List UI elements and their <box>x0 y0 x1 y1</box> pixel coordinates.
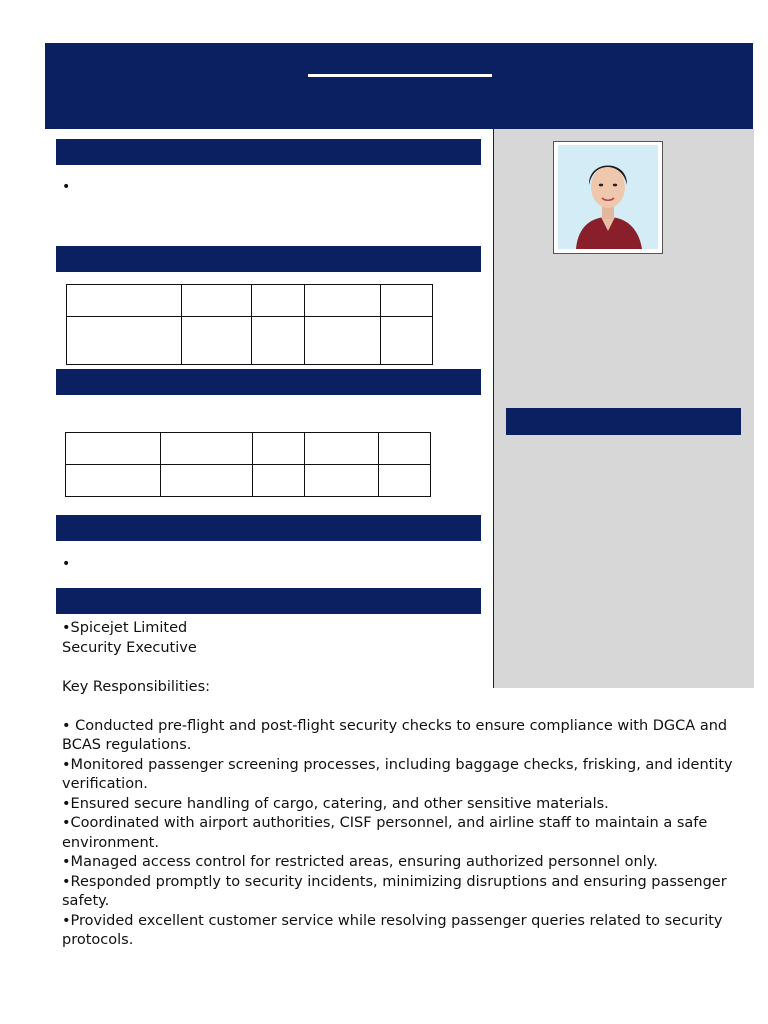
responsibility-item: •Managed access control for restricted areas, ensuring authorized personnel only. <box>62 854 658 870</box>
education-table <box>66 284 433 365</box>
section-bar-qualification <box>56 369 481 395</box>
sidebar <box>493 129 754 688</box>
table-cell <box>67 285 182 317</box>
table-cell <box>252 317 305 365</box>
responsibility-item: • Conducted pre-flight and post-flight security checks to ensure compliance with DGCA and BCAS regulations. <box>62 717 728 753</box>
objective-bullet: • <box>62 179 71 195</box>
responsibility-item: •Provided excellent customer service while resolving passenger queries related to security protocols. <box>62 912 723 948</box>
experience-block <box>62 619 752 951</box>
qualification-table <box>65 432 431 497</box>
table-cell <box>252 285 305 317</box>
responsibilities-heading: Key Responsibilities: <box>62 678 211 695</box>
profile-photo-frame <box>553 141 663 254</box>
sidebar-section-bar <box>506 408 741 435</box>
resume-header <box>45 43 753 129</box>
table-cell <box>182 317 252 365</box>
section-bar-objective <box>56 139 481 165</box>
table-cell <box>381 285 433 317</box>
company-name: •Spicejet Limited <box>62 620 188 636</box>
table-cell <box>381 317 433 365</box>
header-underline <box>308 74 492 77</box>
table-cell <box>66 465 161 497</box>
skills-bullet: • <box>62 556 71 572</box>
table-cell <box>67 317 182 365</box>
table-cell <box>305 285 381 317</box>
table-cell <box>66 433 161 465</box>
table-cell <box>305 465 379 497</box>
job-role: Security Executive <box>62 639 197 656</box>
profile-photo <box>558 145 658 249</box>
table-cell <box>253 465 305 497</box>
table-cell <box>379 433 431 465</box>
table-cell <box>182 285 252 317</box>
section-bar-education <box>56 246 481 272</box>
section-bar-skills <box>56 515 481 541</box>
responsibility-item: •Responded promptly to security incidents, minimizing disruptions and ensuring passenger safety. <box>62 873 727 909</box>
table-cell <box>305 317 381 365</box>
table-cell <box>161 433 253 465</box>
responsibility-item: •Coordinated with airport authorities, CISF personnel, and airline staff to maintain a safe environment. <box>62 815 708 851</box>
table-cell <box>379 465 431 497</box>
table-cell <box>305 433 379 465</box>
responsibility-item: •Monitored passenger screening processes, including baggage checks, frisking, and identity verification. <box>62 756 733 792</box>
table-cell <box>253 433 305 465</box>
section-bar-experience <box>56 588 481 614</box>
table-cell <box>161 465 253 497</box>
responsibility-item: •Ensured secure handling of cargo, catering, and other sensitive materials. <box>62 795 609 812</box>
